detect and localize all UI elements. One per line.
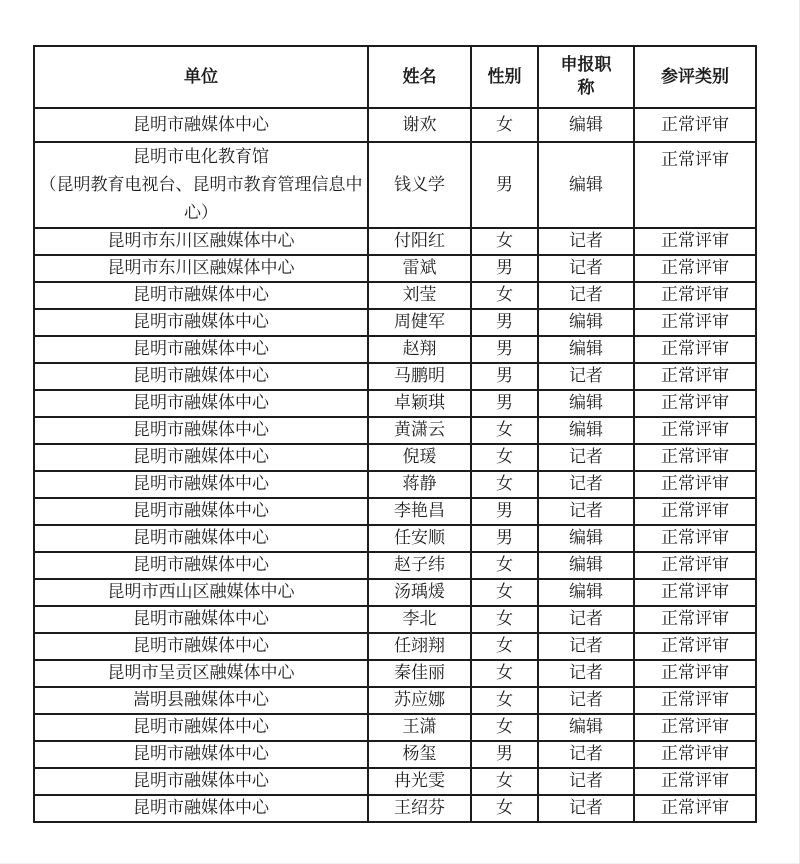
gender-cell: 女 [471,687,538,714]
title-cell: 编辑 [538,309,634,336]
unit-cell: 昆明市融媒体中心 [34,795,368,822]
category-cell: 正常评审 [634,660,756,687]
title-cell: 记者 [538,471,634,498]
unit-cell: 昆明市融媒体中心 [34,108,368,142]
name-cell: 王潇 [368,714,471,741]
name-cell: 杨玺 [368,741,471,768]
title-cell: 记者 [538,741,634,768]
name-cell: 汤瑀煖 [368,579,471,606]
category-cell: 正常评审 [634,768,756,795]
category-cell: 正常评审 [634,282,756,309]
column-header-unit [34,46,368,108]
unit-cell: 昆明市融媒体中心 [34,633,368,660]
category-cell: 正常评审 [634,309,756,336]
category-cell: 正常评审 [634,390,756,417]
name-cell: 王绍芬 [368,795,471,822]
name-cell: 秦佳丽 [368,660,471,687]
column-header-category [634,46,756,108]
name-cell: 任安顺 [368,525,471,552]
gender-cell: 女 [471,633,538,660]
title-cell: 记者 [538,498,634,525]
name-cell: 刘莹 [368,282,471,309]
table-row [34,579,756,606]
table-header [34,46,756,108]
unit-cell: 昆明市融媒体中心 [34,336,368,363]
title-cell: 记者 [538,606,634,633]
title-cell: 编辑 [538,552,634,579]
category-cell: 正常评审 [634,417,756,444]
title-cell: 记者 [538,228,634,255]
title-cell: 记者 [538,687,634,714]
name-cell: 赵翔 [368,336,471,363]
unit-cell: 昆明市融媒体中心 [34,498,368,525]
unit-cell: 昆明市东川区融媒体中心 [34,228,368,255]
title-cell: 编辑 [538,579,634,606]
title-cell: 记者 [538,660,634,687]
gender-cell: 女 [471,444,538,471]
name-cell: 蒋静 [368,471,471,498]
column-header-title [538,46,634,108]
gender-cell: 男 [471,255,538,282]
name-cell: 李艳昌 [368,498,471,525]
table-row [34,741,756,768]
category-cell: 正常评审 [634,228,756,255]
unit-cell: 昆明市融媒体中心 [34,309,368,336]
title-cell: 记者 [538,795,634,822]
unit-cell: 昆明市融媒体中心 [34,606,368,633]
category-cell: 正常评审 [634,741,756,768]
title-cell: 编辑 [538,336,634,363]
table-row [34,282,756,309]
title-cell: 记者 [538,444,634,471]
title-cell: 记者 [538,282,634,309]
table-row [34,633,756,660]
name-cell: 雷斌 [368,255,471,282]
table-row [34,336,756,363]
gender-cell: 男 [471,498,538,525]
table-row [34,142,756,228]
category-cell: 正常评审 [634,498,756,525]
gender-cell: 女 [471,606,538,633]
column-header-label: 性别 [487,66,522,86]
table-row [34,228,756,255]
title-cell: 编辑 [538,108,634,142]
table-row [34,309,756,336]
name-cell: 冉光雯 [368,768,471,795]
title-cell: 记者 [538,633,634,660]
name-cell: 钱义学 [368,142,471,228]
table-row [34,714,756,741]
table-row [34,795,756,822]
gender-cell: 女 [471,108,538,142]
name-cell: 赵子纬 [368,552,471,579]
unit-cell: 昆明市融媒体中心 [34,768,368,795]
unit-cell: 昆明市融媒体中心 [34,525,368,552]
unit-cell: 昆明市融媒体中心 [34,741,368,768]
category-cell: 正常评审 [634,525,756,552]
category-cell: 正常评审 [634,444,756,471]
gender-cell: 女 [471,714,538,741]
table-row [34,471,756,498]
unit-cell: 昆明市西山区融媒体中心 [34,579,368,606]
column-header-label: 申报职称 [560,55,612,97]
category-cell: 正常评审 [634,363,756,390]
unit-cell: 昆明市融媒体中心 [34,444,368,471]
unit-cell: 昆明市融媒体中心 [34,417,368,444]
name-cell: 黄潇云 [368,417,471,444]
column-header-label: 参评类别 [661,66,729,86]
name-cell: 周健军 [368,309,471,336]
unit-cell: 昆明市融媒体中心 [34,390,368,417]
table-row [34,444,756,471]
gender-cell: 女 [471,768,538,795]
title-cell: 编辑 [538,142,634,228]
unit-cell: 昆明市融媒体中心 [34,714,368,741]
gender-cell: 女 [471,552,538,579]
title-cell: 记者 [538,768,634,795]
table-row [34,525,756,552]
category-cell: 正常评审 [634,552,756,579]
column-header-name [368,46,471,108]
gender-cell: 女 [471,795,538,822]
name-cell: 苏应娜 [368,687,471,714]
unit-sub-line: （昆明教育电视台、昆明市教育管理信息中心） [39,175,363,222]
name-cell: 李北 [368,606,471,633]
gender-cell: 女 [471,471,538,498]
name-cell: 卓颖琪 [368,390,471,417]
name-cell: 倪瑗 [368,444,471,471]
title-cell: 编辑 [538,417,634,444]
table-row [34,363,756,390]
table-row [34,768,756,795]
title-cell: 记者 [538,363,634,390]
unit-main-line: 昆明市电化教育馆 [133,147,269,166]
unit-cell: 昆明市呈贡区融媒体中心 [34,660,368,687]
name-cell: 付阳红 [368,228,471,255]
category-cell: 正常评审 [634,687,756,714]
category-cell: 正常评审 [634,142,756,228]
gender-cell: 女 [471,660,538,687]
table-row [34,687,756,714]
category-cell: 正常评审 [634,108,756,142]
gender-cell: 男 [471,309,538,336]
title-cell: 编辑 [538,525,634,552]
unit-cell: 嵩明县融媒体中心 [34,687,368,714]
category-cell: 正常评审 [634,795,756,822]
gender-cell: 女 [471,282,538,309]
gender-cell: 女 [471,579,538,606]
category-cell: 正常评审 [634,633,756,660]
table-row [34,108,756,142]
unit-cell: 昆明市融媒体中心 [34,471,368,498]
unit-cell [34,142,368,228]
gender-cell: 男 [471,142,538,228]
name-cell: 任翊翔 [368,633,471,660]
title-cell: 编辑 [538,390,634,417]
category-cell: 正常评审 [634,606,756,633]
applicants-table [33,45,757,823]
unit-cell: 昆明市东川区融媒体中心 [34,255,368,282]
gender-cell: 男 [471,741,538,768]
gender-cell: 男 [471,390,538,417]
category-cell: 正常评审 [634,579,756,606]
table-row [34,255,756,282]
table-row [34,498,756,525]
gender-cell: 女 [471,417,538,444]
unit-cell: 昆明市融媒体中心 [34,552,368,579]
table-row [34,390,756,417]
gender-cell: 女 [471,228,538,255]
name-cell: 马鹏明 [368,363,471,390]
table-row [34,606,756,633]
table-body [34,108,756,822]
column-header-label: 单位 [184,66,218,86]
category-cell: 正常评审 [634,336,756,363]
table-row [34,552,756,579]
category-cell: 正常评审 [634,255,756,282]
table-row [34,417,756,444]
title-cell: 记者 [538,255,634,282]
unit-cell: 昆明市融媒体中心 [34,363,368,390]
name-cell: 谢欢 [368,108,471,142]
gender-cell: 男 [471,363,538,390]
title-cell: 编辑 [538,714,634,741]
header-row [34,46,756,108]
gender-cell: 男 [471,525,538,552]
table-row [34,660,756,687]
category-cell: 正常评审 [634,714,756,741]
gender-cell: 男 [471,336,538,363]
column-header-gender [471,46,538,108]
category-cell: 正常评审 [634,471,756,498]
column-header-label: 姓名 [402,66,437,86]
unit-cell: 昆明市融媒体中心 [34,282,368,309]
